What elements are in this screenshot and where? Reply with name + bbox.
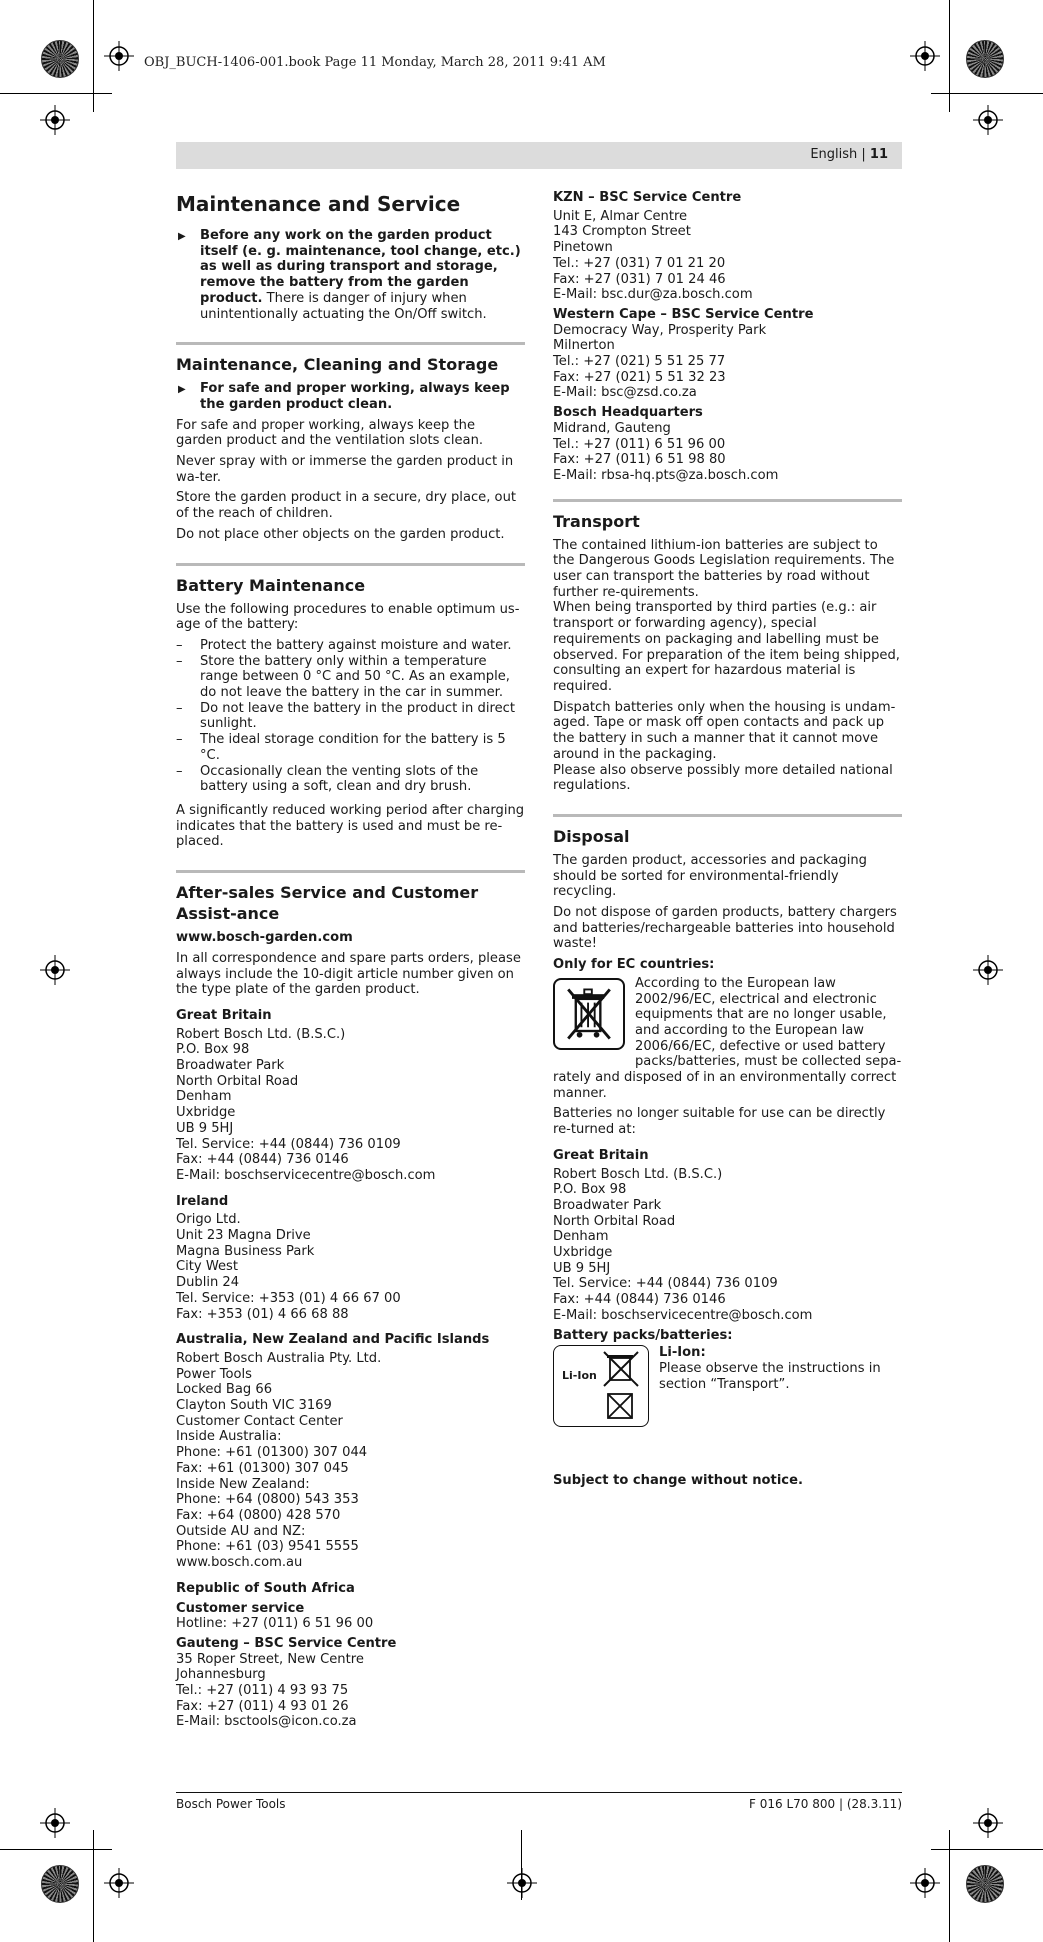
battery-care-list <box>176 638 525 795</box>
right-column <box>553 190 902 1489</box>
li-ion-text: Please observe the instructions in section “Transport”. <box>659 1361 881 1392</box>
weee-notice <box>553 976 902 1070</box>
print-header: OBJ_BUCH-1406-001.book Page 11 Monday, March 28, 2011 9:41 AM <box>144 55 606 70</box>
heading-after-sales: After-sales Service and Customer Assist-ance <box>176 870 525 924</box>
address-title-kzn: KZN – BSC Service Centre <box>553 190 742 205</box>
registration-mark-icon <box>973 955 1003 985</box>
list-item: – The ideal storage condition for the battery is 5 °C. <box>176 732 525 763</box>
address-line: Outside AU and NZ: <box>176 1523 306 1539</box>
paragraph: For safe and proper working, always keep the garden product and the ventilation slots clean. <box>176 417 484 449</box>
crop-mark <box>949 1830 950 1942</box>
crop-mark <box>93 1830 94 1942</box>
address-western-cape <box>553 323 902 402</box>
color-dial-icon <box>966 40 1004 78</box>
change-notice: Subject to change without notice. <box>553 1473 803 1489</box>
list-item: – Protect the battery against moisture and water. <box>176 638 525 654</box>
address-title-south-africa: Republic of South Africa <box>176 1580 355 1596</box>
address-line: Inside New Zealand: <box>176 1476 310 1492</box>
address-title-gauteng: Gauteng – BSC Service Centre <box>176 1635 397 1651</box>
address-line: Uxbridge <box>176 1105 236 1121</box>
heading-maintenance-cleaning-storage: Maintenance, Cleaning and Storage <box>176 342 525 375</box>
address-title-western-cape: Western Cape – BSC Service Centre <box>553 306 814 322</box>
footer-doc-number: F 016 L70 800 | (28.3.11) <box>749 1797 902 1811</box>
li-ion-title: Li-Ion: <box>659 1345 706 1361</box>
address-line: Phone: +61 (03) 9541 5555 <box>176 1539 359 1555</box>
address-line: Denham <box>176 1089 232 1105</box>
paragraph: Please also observe possibly more detailed national regulations. <box>553 762 893 794</box>
registration-mark-icon <box>973 1808 1003 1838</box>
paragraph: rately and disposed of in an environmentally correct manner. <box>553 1070 897 1101</box>
address-line: Customer Contact Center <box>176 1413 343 1429</box>
address-line: North Orbital Road <box>553 1213 676 1229</box>
address-line: Johannesburg <box>176 1667 266 1683</box>
address-line: Fax: +27 (011) 6 51 98 80 <box>553 452 726 468</box>
address-line: Tel.: +27 (031) 7 01 21 20 <box>553 255 726 271</box>
address-line: Broadwater Park <box>553 1197 662 1213</box>
address-line: Tel. Service: +44 (0844) 736 0109 <box>553 1276 778 1292</box>
registration-mark-icon <box>973 105 1003 135</box>
address-title-customer-service: Customer service <box>176 1600 305 1616</box>
registration-mark-icon <box>104 1868 134 1898</box>
address-line: Tel.: +27 (021) 5 51 25 77 <box>553 354 726 370</box>
address-line: Clayton South VIC 3169 <box>176 1398 332 1414</box>
list-item: – Occasionally clean the venting slots of the battery using a soft, clean and dry brush. <box>176 764 525 795</box>
address-line: UB 9 5HJ <box>176 1120 234 1136</box>
address-line: E-Mail: boschservicecentre@bosch.com <box>176 1167 436 1183</box>
address-australia <box>176 1351 525 1571</box>
paragraph: In all correspondence and spare parts orders, please always include the 10-digit article number given on the type plate of the garden product. <box>176 950 521 998</box>
address-line: Fax: +27 (011) 4 93 01 26 <box>176 1698 349 1714</box>
address-line: E-Mail: bsctools@icon.co.za <box>176 1714 357 1730</box>
cleaning-warning: ▶ For safe and proper working, always keep the garden product clean. <box>176 381 525 412</box>
address-line: Fax: +44 (0844) 736 0146 <box>553 1292 726 1308</box>
paragraph: Dispatch batteries only when the housing is undam-aged. Tape or mask off open contacts and pack up the battery in such a manner that it cannot move around in the packaging. <box>553 699 896 762</box>
address-line: Fax: +353 (01) 4 66 68 88 <box>176 1306 349 1322</box>
address-line: Phone: +64 (0800) 543 353 <box>176 1492 359 1508</box>
address-line: UB 9 5HJ <box>553 1260 611 1276</box>
paragraph: Never spray with or immerse the garden product in wa-ter. <box>176 454 514 485</box>
address-line: Hotline: +27 (011) 6 51 96 00 <box>176 1616 374 1632</box>
address-line: Phone: +61 (01300) 307 044 <box>176 1445 368 1461</box>
address-line: Tel. Service: +353 (01) 4 66 67 00 <box>176 1290 401 1306</box>
safety-warning <box>176 228 525 322</box>
paragraph: The contained lithium-ion batteries are subject to the Dangerous Goods Legislation requirements. The user can transport the batteries by road without further re-quirements. <box>553 537 895 600</box>
address-line: E-Mail: rbsa-hq.pts@za.bosch.com <box>553 467 779 483</box>
address-line: Broadwater Park <box>176 1058 285 1074</box>
address-great-britain <box>176 1027 525 1184</box>
address-line: Unit E, Almar Centre <box>553 208 688 224</box>
address-line: P.O. Box 98 <box>553 1182 627 1198</box>
address-line: Milnerton <box>553 338 615 354</box>
address-line: E-Mail: bsc@zsd.co.za <box>553 385 697 401</box>
address-line: Pinetown <box>553 240 613 256</box>
running-header <box>810 147 888 162</box>
address-line: E-Mail: bsc.dur@za.bosch.com <box>553 287 753 303</box>
address-line: Robert Bosch Ltd. (B.S.C.) <box>176 1026 346 1042</box>
header-language: English | <box>810 147 866 162</box>
address-line: Tel.: +27 (011) 4 93 93 75 <box>176 1683 349 1699</box>
crop-mark <box>949 0 950 112</box>
paragraph: When being transported by third parties (e.g.: air transport or forwarding agency), special requirements on packaging and labelling must be observed. For preparation of the item being shipped, consulting an expert for hazardous material is required. <box>553 600 900 694</box>
list-item: – Do not leave the battery in the product in direct sunlight. <box>176 701 525 732</box>
paragraph: Do not place other objects on the garden product. <box>176 526 505 542</box>
address-line: 143 Crompton Street <box>553 224 691 240</box>
address-line: Origo Ltd. <box>176 1212 241 1228</box>
li-ion-notice <box>553 1345 902 1427</box>
address-title-headquarters: Bosch Headquarters <box>553 405 703 421</box>
li-ion-icon-label: Li-Ion <box>562 1369 597 1383</box>
address-line: E-Mail: boschservicecentre@bosch.com <box>553 1307 813 1323</box>
address-line: Uxbridge <box>553 1245 613 1261</box>
address-line: Tel.: +27 (011) 6 51 96 00 <box>553 436 726 452</box>
ec-countries-title: Only for EC countries: <box>553 957 715 973</box>
address-line: Robert Bosch Ltd. (B.S.C.) <box>553 1166 723 1182</box>
heading-transport: Transport <box>553 499 902 532</box>
header-band <box>176 142 902 169</box>
address-line: Fax: +27 (021) 5 51 32 23 <box>553 369 726 385</box>
page-number: 11 <box>869 147 888 162</box>
safety-warning-bold: Before any work on the garden product itself (e. g. maintenance, tool change, etc.) as well as during transport and storage, remove the battery from the garden product. <box>200 228 521 306</box>
section-title-maintenance-service: Maintenance and Service <box>176 192 461 216</box>
battery-packs-title: Battery packs/batteries: <box>553 1327 733 1343</box>
address-line: Power Tools <box>176 1366 253 1382</box>
address-line: City West <box>176 1259 239 1275</box>
address-line: Fax: +44 (0844) 736 0146 <box>176 1152 349 1168</box>
crossed-bin-icon <box>553 978 625 1050</box>
address-line: Unit 23 Magna Drive <box>176 1228 311 1244</box>
address-line: North Orbital Road <box>176 1073 299 1089</box>
address-line: Magna Business Park <box>176 1243 315 1259</box>
footer-brand: Bosch Power Tools <box>176 1797 286 1811</box>
paragraph: A significantly reduced working period after charging indicates that the battery is used and must be re-placed. <box>176 802 525 850</box>
address-ireland <box>176 1212 525 1322</box>
registration-mark-icon <box>104 41 134 71</box>
li-ion-text-block <box>659 1345 902 1392</box>
address-line: P.O. Box 98 <box>176 1042 250 1058</box>
registration-mark-icon <box>507 1868 537 1898</box>
address-title-ireland: Ireland <box>176 1193 229 1209</box>
address-line: Democracy Way, Prosperity Park <box>553 322 767 338</box>
address-title-great-britain: Great Britain <box>176 1007 272 1023</box>
weee-text: According to the European law 2002/96/EC, electrical and electronic equipments that are no longer usable, and according to the European law 2006/66/EC, defective or used battery packs/batteries, must be collected sepa- <box>635 975 902 1070</box>
crop-mark <box>931 1849 1043 1850</box>
crop-mark <box>0 93 112 94</box>
address-line: Fax: +64 (0800) 428 570 <box>176 1508 341 1523</box>
paragraph: Do not dispose of garden products, battery chargers and batteries/rechargeable batteries into household waste! <box>553 905 897 952</box>
color-dial-icon <box>41 40 79 78</box>
left-column <box>176 190 525 1730</box>
registration-mark-icon <box>910 1868 940 1898</box>
address-great-britain-return <box>553 1167 902 1324</box>
address-line: Denham <box>553 1229 609 1245</box>
address-title-australia: Australia, New Zealand and Pacific Islands <box>176 1332 490 1348</box>
heading-battery-maintenance: Battery Maintenance <box>176 563 525 596</box>
address-line: Fax: +27 (031) 7 01 24 46 <box>553 271 726 287</box>
crop-mark <box>0 1849 112 1850</box>
address-line: Robert Bosch Australia Pty. Ltd. <box>176 1350 382 1366</box>
footer-divider <box>176 1792 902 1793</box>
color-dial-icon <box>41 1865 79 1903</box>
color-dial-icon <box>966 1865 1004 1903</box>
registration-mark-icon <box>40 1808 70 1838</box>
website-link[interactable]: www.bosch-garden.com <box>176 930 353 946</box>
address-line: Midrand, Gauteng <box>553 420 671 436</box>
address-headquarters <box>553 421 902 484</box>
address-line: 35 Roper Street, New Centre <box>176 1651 364 1667</box>
address-line: www.bosch.com.au <box>176 1555 303 1571</box>
crop-mark <box>93 0 94 112</box>
registration-mark-icon <box>40 955 70 985</box>
registration-mark-icon <box>40 105 70 135</box>
crop-mark <box>931 93 1043 94</box>
address-gauteng <box>176 1652 525 1731</box>
address-title-great-britain-return: Great Britain <box>553 1147 649 1163</box>
crossed-battery-bin-icon <box>602 1350 642 1422</box>
paragraph: The garden product, accessories and packaging should be sorted for environmental-friendly recycling. <box>553 852 867 900</box>
paragraph: Store the garden product in a secure, dry place, out of the reach of children. <box>176 490 516 522</box>
li-ion-recycling-icon <box>553 1345 649 1427</box>
paragraph: Use the following procedures to enable optimum us-age of the battery: <box>176 601 520 633</box>
list-item: – Store the battery only within a temperature range between 0 °C and 50 °C. As an example, do not leave the battery in the car in summer. <box>176 654 525 701</box>
address-line: Dublin 24 <box>176 1275 240 1291</box>
paragraph: Batteries no longer suitable for use can be directly re-turned at: <box>553 1106 886 1138</box>
address-line: Fax: +61 (01300) 307 045 <box>176 1460 349 1476</box>
address-line: Inside Australia: <box>176 1429 282 1445</box>
address-line: Locked Bag 66 <box>176 1382 273 1398</box>
address-line: Tel. Service: +44 (0844) 736 0109 <box>176 1136 401 1152</box>
heading-disposal: Disposal <box>553 814 902 847</box>
address-kzn <box>553 209 902 303</box>
registration-mark-icon <box>910 41 940 71</box>
safety-warning-text: There is danger of injury when unintentionally actuating the On/Off switch. <box>200 290 487 322</box>
